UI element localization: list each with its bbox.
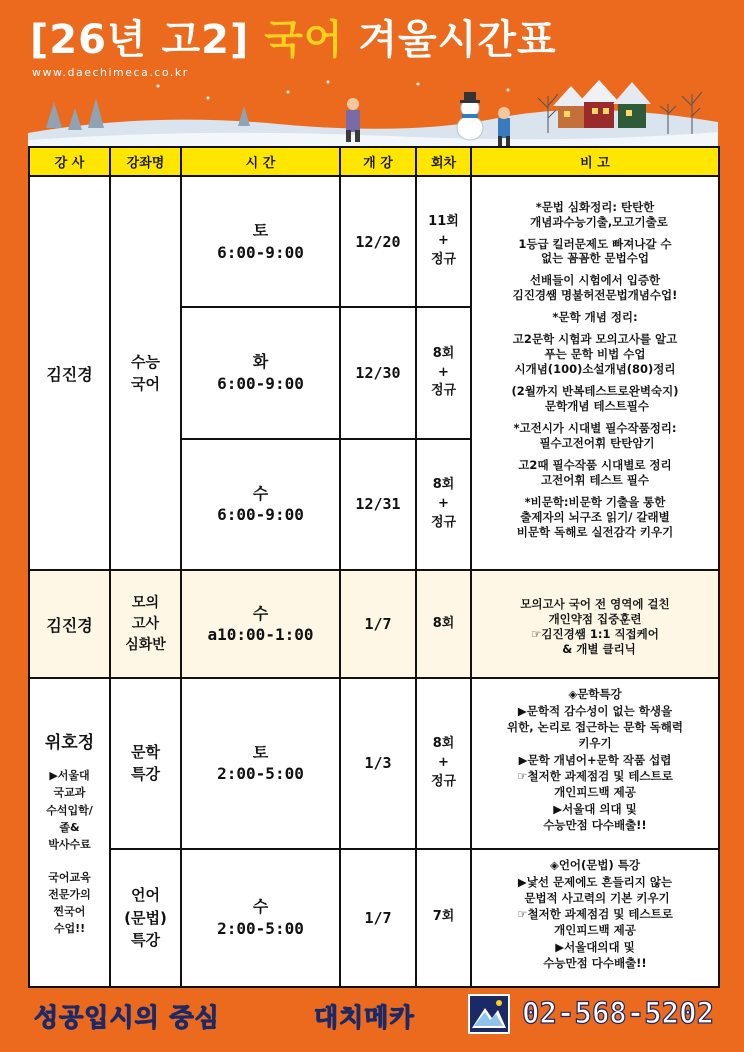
lecture-line: 수능	[131, 352, 160, 371]
bio-line: 수업!!	[53, 921, 86, 935]
lecture-name-cell	[110, 849, 181, 987]
note-paragraph: ◈언어(문법) 특강 ▶낯선 문제에도 흔들리지 않는 문법적 사고력의 기본 키우기 ☞철저한 과제점검 및 테스트로 개인피드백 제공 ▶서울대의대 및 수능만점 다수배출!!	[517, 858, 673, 971]
time-range: 6:00-9:00	[217, 374, 304, 394]
schedule-table	[28, 146, 720, 988]
lecture-line: 고사	[131, 615, 160, 632]
day-label: 토	[252, 742, 269, 762]
day-label: 토	[252, 221, 269, 241]
lecture-line: 특강	[131, 931, 160, 950]
page-title	[30, 8, 557, 65]
notes-cell	[471, 678, 719, 848]
note-paragraph: *문학 개념 정리:	[552, 310, 638, 325]
session-count-line: 정규	[430, 514, 457, 530]
time-range: 6:00-9:00	[217, 505, 304, 525]
session-count-line: 정규	[430, 383, 457, 399]
header	[0, 0, 744, 146]
note-paragraph: *고전시가 시대별 필수작품정리: 필수고전어휘 탄탄암기	[513, 420, 677, 450]
note-paragraph: 선배들이 시험에서 입증한 김진경쌤 명불허전문법개념수업!	[512, 273, 678, 303]
bio-line: 국교과	[53, 786, 86, 800]
table-header-row	[29, 147, 719, 176]
note-paragraph: ◈문학특강 ▶문학적 감수성이 없는 학생을 위한, 논리로 접근하는 문학 독해력 키우기 ▶문학 개념어+문학 작품 섭렵 ☞철저한 과제점검 및 테스트로 개인피드백 제공 ▶서울대 의대 및 수능만점 다수배출!!	[507, 687, 683, 833]
lecture-line: 국어	[131, 375, 160, 394]
note-paragraph: *문법 심화정리: 탄탄한 개념과수능기출,모고기출로	[530, 199, 668, 229]
bio-line: 졸&	[59, 820, 80, 834]
header-instructor: 강 사	[29, 147, 110, 176]
time-cell	[181, 678, 340, 848]
header-time: 시 간	[181, 147, 340, 176]
title-subject: 국어	[264, 17, 344, 63]
footer-banner	[28, 992, 718, 1038]
start-date: 12/31	[340, 439, 416, 570]
time-cell	[181, 439, 340, 570]
title-grade: [26년 고2]	[30, 17, 250, 63]
header-start-date: 개 강	[340, 147, 416, 176]
lecture-line: (문법)	[124, 908, 167, 927]
start-date: 1/7	[340, 570, 416, 678]
title-rest: 겨울시간표	[358, 17, 557, 63]
day-label: 수	[252, 603, 269, 623]
instructor-cell	[29, 678, 110, 987]
note-paragraph: *비문학:비문학 기출을 통한 출제자의 뇌구조 읽기/ 갈래별 비문학 독해로 실전감각 키우기	[516, 494, 674, 539]
time-range: 2:00-5:00	[217, 764, 304, 784]
start-date: 12/20	[340, 176, 416, 307]
session-count-line: 8회	[432, 736, 455, 752]
mountain-logo-icon	[468, 994, 510, 1034]
session-count-line: +	[438, 233, 449, 249]
note-paragraph: 1등급 킬러문제도 빠져나갈 수 없는 꼼꼼한 문법수업	[518, 236, 672, 266]
time-range: a10:00-1:00	[207, 625, 314, 645]
header-notes: 비 고	[471, 147, 719, 176]
session-count-cell	[416, 439, 471, 570]
time-cell	[181, 570, 340, 678]
session-count-line: 정규	[430, 252, 457, 268]
session-count-cell	[416, 570, 471, 678]
session-count-line: +	[438, 755, 449, 771]
instructor-name: 위호정	[44, 733, 95, 754]
bio-line: 전문가의	[48, 887, 91, 901]
lecture-line: 문학	[131, 742, 160, 761]
instructor-cell	[29, 176, 110, 570]
note-paragraph: 모의고사 국어 전 영역에 걸친 개인약점 집중훈련 ☞김진경쌤 1:1 직접케어 & 개별 클리닉	[520, 596, 670, 656]
lecture-line: 언어	[131, 886, 160, 905]
time-range: 2:00-5:00	[217, 918, 304, 938]
time-range: 6:00-9:00	[217, 242, 304, 262]
lecture-line: 특강	[131, 765, 160, 784]
bio-spacer	[30, 853, 109, 869]
lecture-name-cell	[110, 176, 181, 570]
notes-cell	[471, 849, 719, 987]
session-count-line: 8회	[432, 345, 455, 361]
session-count-line: 8회	[432, 615, 455, 631]
lecture-line: 심화반	[125, 636, 166, 653]
brand-name: 대치메카	[314, 1003, 415, 1032]
bio-line: 수석입학/	[46, 803, 93, 817]
session-count-cell	[416, 176, 471, 307]
session-count-cell	[416, 849, 471, 987]
session-count-line: 8회	[432, 477, 455, 493]
instructor-cell	[29, 570, 110, 678]
day-label: 화	[252, 352, 269, 372]
header-lecture: 강좌명	[110, 147, 181, 176]
instructor-name: 김진경	[46, 615, 93, 635]
time-cell	[181, 849, 340, 987]
lecture-line: 모의	[131, 594, 160, 611]
note-paragraph: 고2때 필수작품 시대별로 정리 고전어휘 테스트 필수	[518, 457, 672, 487]
session-count-cell	[416, 678, 471, 848]
session-count-line: 11회	[428, 214, 459, 230]
start-date: 1/3	[340, 678, 416, 848]
session-count-line: 7회	[432, 909, 455, 925]
table-row	[29, 678, 719, 848]
note-paragraph: 고2문학 시험과 모의고사를 알고 푸는 문학 비법 수업 시개념(100)소설개념(80)정리	[512, 332, 678, 377]
instructor-name: 김진경	[46, 364, 93, 384]
day-label: 수	[252, 483, 269, 503]
bio-line: ▶서울대	[49, 769, 90, 783]
session-count-cell	[416, 307, 471, 438]
start-date: 1/7	[340, 849, 416, 987]
note-paragraph: (2월까지 반복테스트로완벽숙지) 문학개념 테스트필수	[511, 384, 679, 413]
table-row	[29, 570, 719, 678]
table-row	[29, 849, 719, 987]
phone-number: 02-568-5202	[522, 996, 715, 1030]
session-count-line: +	[438, 495, 449, 511]
session-count-line: 정규	[430, 773, 457, 789]
session-count-line: +	[438, 364, 449, 380]
day-label: 수	[252, 897, 269, 917]
notes-cell	[471, 176, 719, 570]
bio-line: 박사수료	[48, 837, 91, 851]
footer-slogan: 성공입시의 중심	[34, 1003, 220, 1032]
bio-line: 국어교육	[48, 870, 91, 884]
winter-scene-illustration	[28, 78, 718, 148]
website-url: www.daechimeca.co.kr	[32, 66, 189, 79]
time-cell	[181, 307, 340, 438]
header-session-count: 회차	[416, 147, 471, 176]
table-row	[29, 176, 719, 307]
start-date: 12/30	[340, 307, 416, 438]
time-cell	[181, 176, 340, 307]
lecture-name-cell	[110, 570, 181, 678]
lecture-name-cell	[110, 678, 181, 848]
notes-cell	[471, 570, 719, 678]
bio-line: 찐국어	[53, 904, 86, 918]
